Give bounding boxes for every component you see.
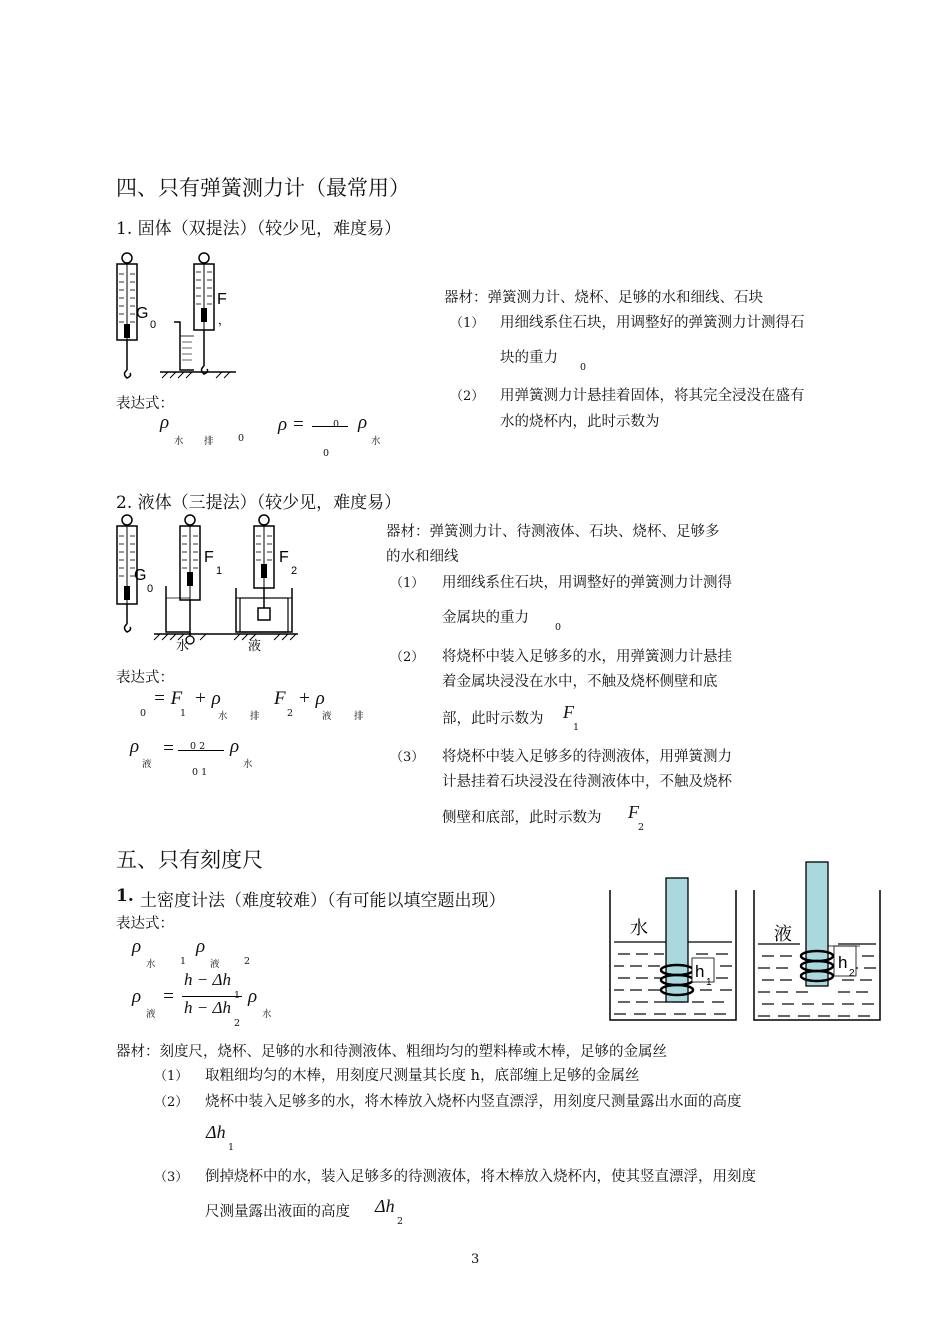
fig-water-label: 水 bbox=[630, 918, 648, 938]
expr1-sub-water: 水 bbox=[174, 436, 184, 447]
g0-sub-label: 0 bbox=[147, 583, 154, 595]
step2-3-var: F bbox=[628, 802, 639, 822]
expr1-sub-pai: 排 bbox=[204, 436, 214, 447]
expr6-sub-liquid: 液 bbox=[146, 1009, 156, 1020]
expr1-rho: ρ bbox=[160, 412, 170, 433]
step3-3-line1: 倒掉烧杯中的水，装入足够多的待测液体，将木棒放入烧杯内，使其竖直漂浮，用刻度 bbox=[205, 1169, 756, 1185]
step3-3-var: Δh bbox=[375, 1196, 395, 1216]
part-5-1-heading: 土密度计法（难度较难）（有可能以填空题出现） bbox=[140, 891, 506, 911]
expr6-rho2: ρ bbox=[248, 986, 258, 1007]
step3-2-line1: 烧杯中装入足够多的水，将木棒放入烧杯内竖直漂浮，用刻度尺测量露出水面的高度 bbox=[205, 1094, 742, 1110]
step2-2-line1: 将烧杯中装入足够多的水，用弹簧测力计悬挂 bbox=[442, 649, 732, 665]
step-1-sub: 0 bbox=[580, 362, 587, 373]
expr4-num: 0 2 bbox=[190, 741, 206, 752]
part-2-heading: 2. 液体（三提法）（较少见，难度易） bbox=[116, 493, 402, 513]
fig-h1-label: h bbox=[695, 962, 705, 981]
expr3-sub-liquid: 液 bbox=[322, 711, 332, 722]
water-label: 水 bbox=[176, 638, 190, 653]
densimeter-figure bbox=[606, 856, 886, 1028]
expr6-den: h − Δh bbox=[184, 998, 231, 1017]
step2-2-var-sub: 1 bbox=[573, 722, 580, 733]
equipment-2-line2: 的水和细线 bbox=[386, 549, 459, 565]
step2-3-line2: 计悬挂着石块浸没在待测液体中，不触及烧杯 bbox=[442, 774, 732, 790]
step2-2-var: F bbox=[563, 702, 574, 722]
expr3-plus-rho2: + ρ bbox=[298, 688, 325, 709]
step3-3-line2: 尺测量露出液面的高度 bbox=[205, 1204, 350, 1220]
step2-3-line3: 侧壁和底部，此时示数为 bbox=[442, 810, 602, 826]
expr2-sub-water: 水 bbox=[371, 436, 381, 447]
step2-3-num: （3） bbox=[390, 750, 425, 765]
expr4-den: 0 1 bbox=[192, 767, 208, 778]
f1-sub-label: 1 bbox=[216, 565, 223, 577]
step2-2-line3: 部，此时示数为 bbox=[442, 711, 544, 727]
expr1-sub-0: 0 bbox=[238, 433, 245, 444]
f-label: F bbox=[217, 291, 227, 308]
expr4-eq: = bbox=[162, 738, 175, 759]
comma-label: ， bbox=[218, 313, 231, 327]
expr5-sub-water: 水 bbox=[146, 959, 156, 970]
step2-2-num: （2） bbox=[390, 650, 425, 665]
g-sub-label: 0 bbox=[150, 319, 157, 331]
expr6-rho: ρ bbox=[132, 986, 142, 1007]
part-1-heading: 1. 固体（双提法）（较少见，难度易） bbox=[116, 219, 402, 239]
step2-1-line2: 金属块的重力 bbox=[442, 610, 529, 626]
step3-2-var-sub: 1 bbox=[228, 1142, 235, 1153]
expr3-sub-water: 水 bbox=[218, 711, 228, 722]
step3-3-num: （3） bbox=[154, 1170, 189, 1185]
f2-label: F bbox=[279, 549, 289, 566]
f1-label: F bbox=[204, 549, 214, 566]
expr-label-1: 表达式： bbox=[116, 396, 174, 412]
expr6-sub-water: 水 bbox=[262, 1009, 272, 1020]
f2-sub-label: 2 bbox=[291, 565, 298, 577]
step3-2-num: （2） bbox=[154, 1095, 189, 1110]
fig-h2-sub: 2 bbox=[849, 968, 855, 979]
expr-label-3: 表达式： bbox=[116, 916, 174, 932]
expr3-eq: = F bbox=[153, 688, 183, 709]
fraction-bar-3 bbox=[182, 996, 242, 997]
expr3-plus-rho: + ρ bbox=[194, 688, 221, 709]
expr3-f2: F bbox=[274, 688, 286, 709]
fraction-bar bbox=[312, 426, 348, 427]
step-1-line1: 用细线系住石块，用调整好的弹簧测力计测得石 bbox=[500, 315, 805, 331]
step2-3-line1: 将烧杯中装入足够多的待测液体，用弹簧测力 bbox=[442, 749, 732, 765]
spring-scale-figure-2 bbox=[104, 512, 314, 656]
expr2-rho: ρ bbox=[358, 412, 368, 433]
section-5-title: 五、只有刻度尺 bbox=[116, 848, 263, 872]
step3-1-num: （1） bbox=[154, 1069, 189, 1084]
expr3-sub2: 2 bbox=[287, 708, 294, 719]
expr6-den-sub: 2 bbox=[234, 1018, 241, 1029]
g0-label: G bbox=[134, 567, 147, 584]
expr3-sub-pai2: 排 bbox=[354, 711, 364, 722]
equipment-2-line1: 器材：弹簧测力计、待测液体、石块、烧杯、足够多 bbox=[386, 524, 720, 540]
expr6-eq: = bbox=[162, 986, 175, 1007]
expr5-rho: ρ bbox=[132, 936, 142, 957]
g-label: G bbox=[136, 305, 149, 322]
fig-h2-label: h bbox=[838, 953, 848, 972]
fig-h1-sub: 1 bbox=[706, 977, 712, 988]
fig-liquid-label: 液 bbox=[774, 924, 792, 944]
expr2-den: 0 bbox=[323, 448, 330, 459]
expr4-rho2: ρ bbox=[230, 736, 240, 757]
section-4-title: 四、只有弹簧测力计（最常用） bbox=[116, 176, 410, 200]
expr4-sub-water: 水 bbox=[243, 759, 253, 770]
step-2-line2: 水的烧杯内，此时示数为 bbox=[500, 414, 660, 430]
expr2-num: 0 bbox=[333, 419, 340, 430]
expr6-num-sub: 1 bbox=[234, 990, 241, 1001]
step-2-line1: 用弹簧测力计悬挂着固体，将其完全浸没在盛有 bbox=[500, 388, 805, 404]
liquid-label: 液 bbox=[248, 638, 262, 653]
step-1-line2: 块的重力 bbox=[500, 350, 558, 366]
expr5-rho2: ρ bbox=[196, 936, 206, 957]
expr-label-2: 表达式： bbox=[116, 670, 174, 686]
step2-3-var-sub: 2 bbox=[638, 822, 645, 833]
expr2-lhs: ρ = bbox=[278, 414, 305, 435]
step3-2-var: Δh bbox=[206, 1122, 226, 1142]
equipment-3: 器材：刻度尺，烧杯、足够的水和待测液体、粗细均匀的塑料棒或木棒，足够的金属丝 bbox=[116, 1044, 667, 1060]
step-1-num: （1） bbox=[450, 316, 485, 331]
expr3-sub-pai: 排 bbox=[250, 711, 260, 722]
page-number: 3 bbox=[471, 1252, 480, 1267]
step2-1-line1: 用细线系住石块，用调整好的弹簧测力计测得 bbox=[442, 575, 732, 591]
step3-3-var-sub: 2 bbox=[397, 1216, 404, 1227]
expr6-num: h − Δh bbox=[184, 970, 231, 989]
step2-1-sub: 0 bbox=[555, 622, 562, 633]
expr3-sub0: 0 bbox=[140, 708, 147, 719]
step2-1-num: （1） bbox=[390, 576, 425, 591]
step-2-num: （2） bbox=[450, 389, 485, 404]
part-5-1-num: 1. bbox=[116, 886, 134, 906]
expr5-sub-liquid: 液 bbox=[210, 959, 220, 970]
expr5-sub-1: 1 bbox=[180, 956, 187, 967]
spring-scale-figure-1 bbox=[104, 250, 244, 382]
expr4-sub-liquid: 液 bbox=[142, 759, 152, 770]
step2-2-line2: 着金属块浸没在水中，不触及烧杯侧壁和底 bbox=[442, 674, 718, 690]
expr4-rho: ρ bbox=[130, 736, 140, 757]
expr3-sub1: 1 bbox=[180, 708, 187, 719]
step3-1-line1: 取粗细均匀的木棒，用刻度尺测量其长度 h，底部缠上足够的金属丝 bbox=[205, 1068, 640, 1084]
expr5-sub-2: 2 bbox=[244, 956, 251, 967]
equipment-1: 器材：弹簧测力计、烧杯、足够的水和细线、石块 bbox=[444, 290, 763, 306]
